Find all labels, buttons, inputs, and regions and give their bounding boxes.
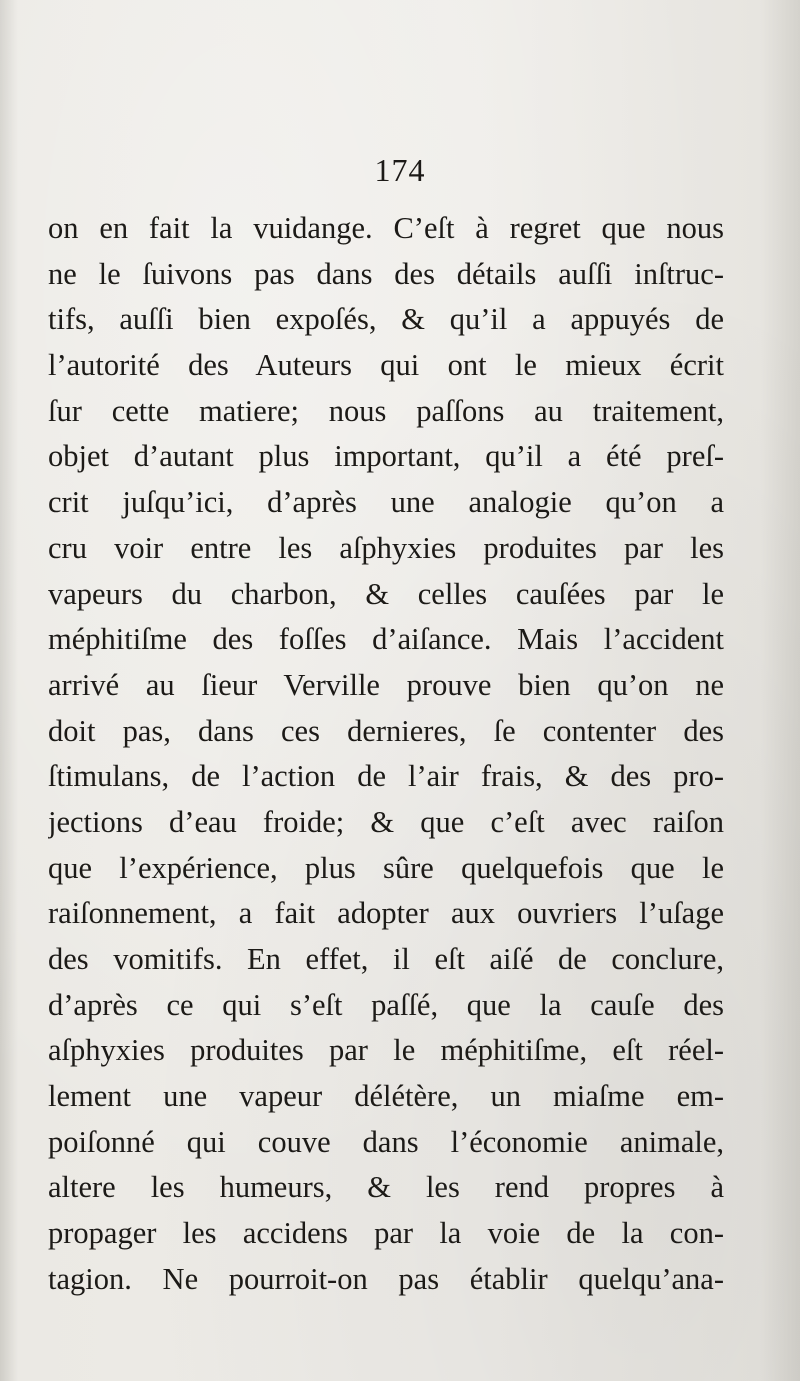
text-line: jections d’eau froide; & que c’eſt avec raiſon	[48, 804, 724, 839]
text-line: propager les accidens par la voie de la con-	[48, 1216, 724, 1251]
text-line: méphitiſme des foſſes d’aiſance. Mais l’accident	[48, 622, 724, 657]
text-line: cru voir entre les aſphyxies produites par les	[48, 530, 724, 565]
text-line: des vomitifs. En effet, il eſt aiſé de conclure,	[48, 942, 724, 976]
text-line: ſtimulans, de l’action de l’air frais, & des pro-	[48, 759, 724, 794]
text-line: poiſonné qui couve dans l’économie animale,	[48, 1124, 724, 1159]
text-line: crit juſqu’ici, d’après une analogie qu’on a	[48, 485, 724, 520]
text-line: ſur cette matiere; nous paſſons au traitement,	[48, 393, 724, 428]
text-line: que l’expérience, plus sûre quelquefois que le	[48, 850, 724, 885]
text-line: lement une vapeur délétère, un miaſme em-	[48, 1079, 724, 1114]
text-line: tifs, auſſi bien expoſés, & qu’il a appuyés de	[48, 302, 724, 337]
text-line: vapeurs du charbon, & celles cauſées par le	[48, 576, 724, 611]
body-text	[48, 206, 724, 1303]
text-line: on en fait la vuidange. C’eſt à regret que nous	[48, 211, 724, 245]
text-line: raiſonnement, a fait adopter aux ouvriers l’uſage	[48, 896, 724, 931]
text-line: doit pas, dans ces dernieres, ſe contenter des	[48, 713, 724, 748]
text-line: l’autorité des Auteurs qui ont le mieux écrit	[48, 348, 724, 383]
text-line: arrivé au ſieur Verville prouve bien qu’on ne	[48, 667, 724, 702]
text-line: aſphyxies produites par le méphitiſme, eſt réel-	[48, 1033, 724, 1068]
page-number: 174	[374, 152, 426, 188]
text-line: altere les humeurs, & les rend propres à	[48, 1170, 724, 1205]
text-line: objet d’autant plus important, qu’il a été preſ-	[48, 439, 724, 474]
text-line: d’après ce qui s’eſt paſſé, que la cauſe des	[48, 987, 724, 1022]
text-line: tagion. Ne pourroit-on pas établir quelqu’ana-	[48, 1261, 724, 1296]
text-line: ne le ſuivons pas dans des détails auſſi inſtruc-	[48, 256, 724, 291]
